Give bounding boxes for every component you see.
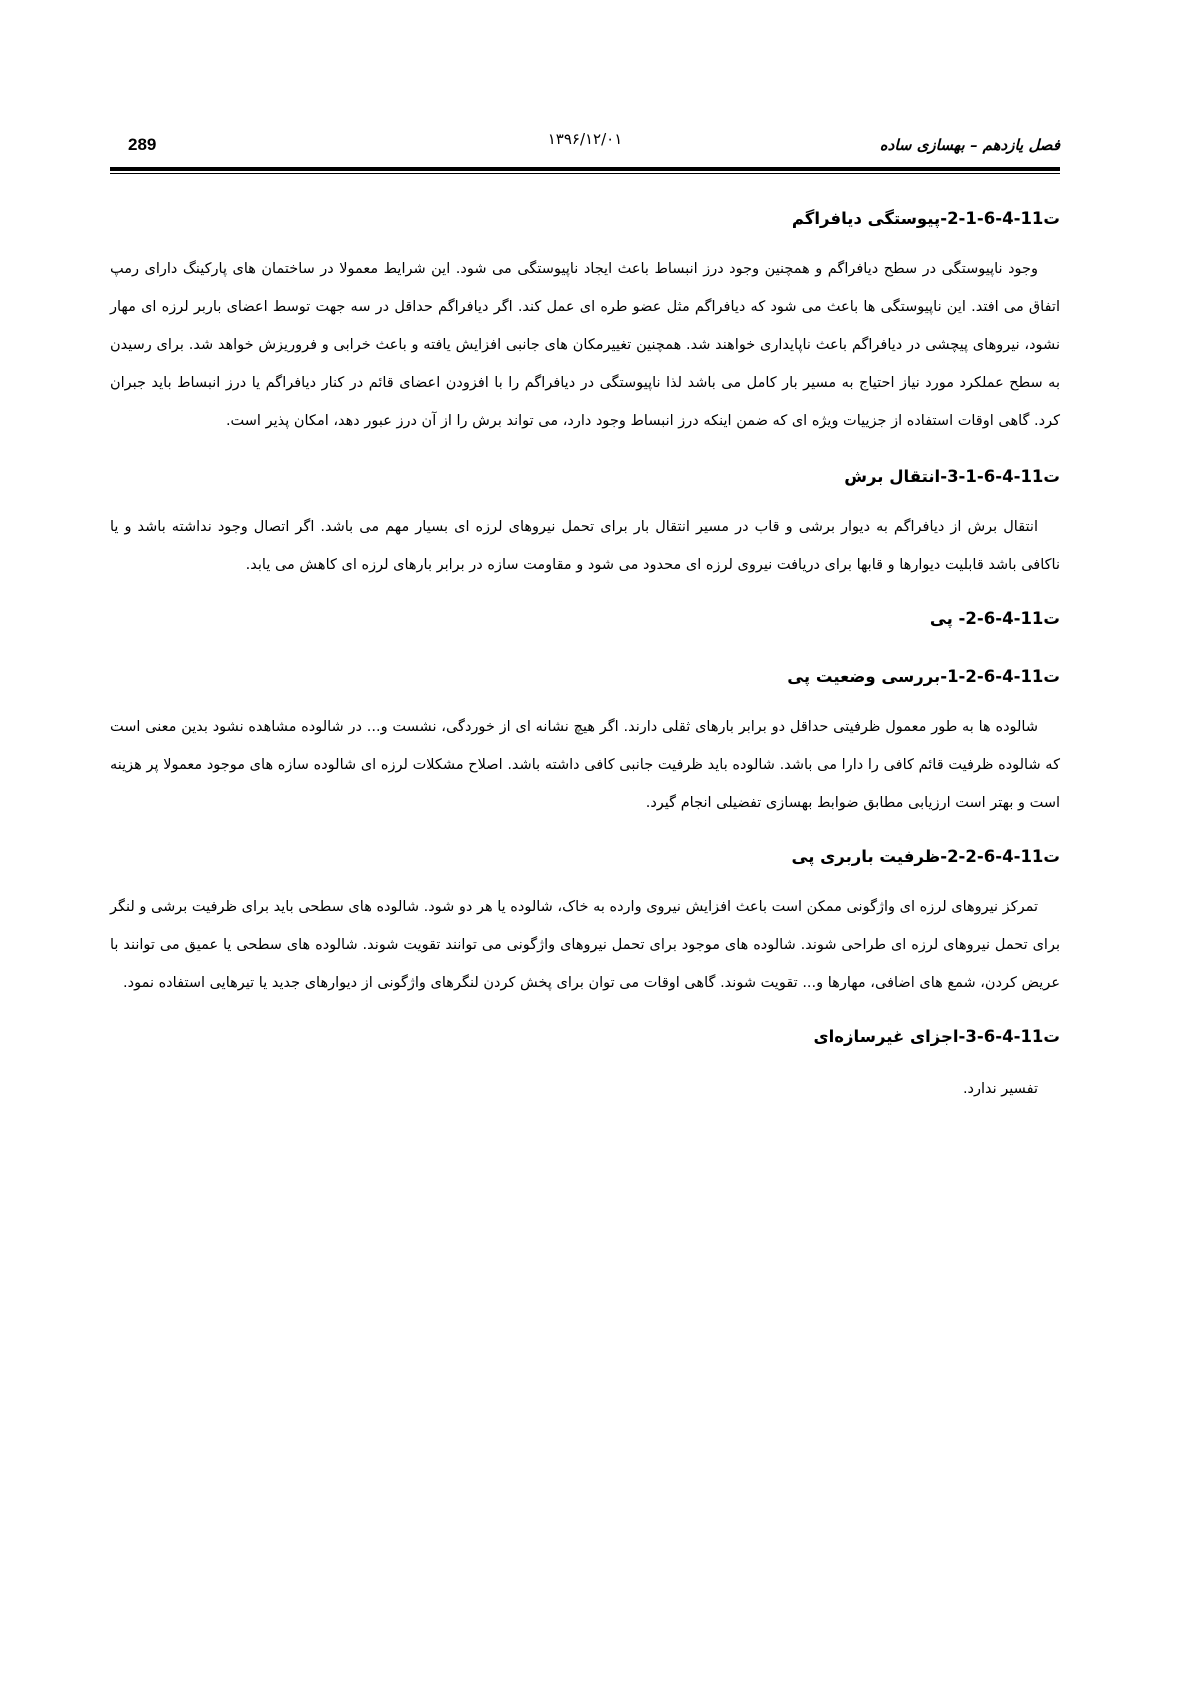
section-heading: ت11-4-6-2-1-بررسی وضعیت پی: [787, 667, 1060, 686]
section-paragraph: تفسیر ندارد.: [962, 1081, 1038, 1097]
section-heading: ت11-4-6-3-اجزای غیرسازه‌ای: [813, 1027, 1060, 1046]
section-heading: ت11-4-6-1-2-پیوستگی دیافراگم: [791, 209, 1060, 228]
section-heading: ت11-4-6-1-3-انتقال برش: [844, 467, 1060, 486]
header-date: ۱۳۹۶/۱۲/۰۱: [547, 130, 623, 148]
header-rule-thick: [110, 167, 1060, 171]
header-rule-thin: [110, 173, 1060, 174]
section-paragraph: شالوده ها به طور معمول ظرفیتی حداقل دو برابر بارهای ثقلی دارند. اگر هیچ نشانه ای از خوردگی، نشست و... در شالوده مشاهده نشود بدین معنی است که شالوده ظرفیت قائم کافی را دارا می باشد. شالوده باید ظرفیت جانبی کافی داشته باشد. اصلاح مشکلات لرزه ای شالوده سازه های موجود معمولا پر هزینه است و بهتر است ارزیابی مطابق ضوابط بهسازی تفضیلی انجام گیرد.: [110, 719, 1060, 811]
chapter-title: فصل یازدهم – بهسازی ساده: [879, 136, 1060, 154]
page-number: 289: [128, 135, 157, 154]
section-heading: ت11-4-6-2- پی: [929, 609, 1060, 628]
section-paragraph: انتقال برش از دیافراگم به دیوار برشی و قاب در مسیر انتقال بار برای تحمل نیروهای لرزه ای بسیار مهم می باشد. اگر اتصال وجود نداشته باشد و یا ناکافی باشد قابلیت دیوارها و قابها برای دریافت نیروی لرزه ای محدود می شود و مقاومت سازه در برابر بارهای لرزه ای کاهش می یابد.: [110, 519, 1060, 573]
section-paragraph: وجود ناپیوستگی در سطح دیافراگم و همچنین وجود درز انبساط باعث ایجاد ناپیوستگی می شود. این شرایط معمولا در ساختمان های پارکینگ دارای رمپ اتفاق می افتد. این ناپیوستگی ها باعث می شود که دیافراگم مثل عضو طره ای عمل کند. اگر دیافراگم حداقل در سه جهت توسط اعضای باربر لرزه ای مهار نشود، نیروهای پیچشی در دیافراگم باعث ناپایداری خواهند شد. همچنین تغییرمکان های جانبی افزایش یافته و باعث خرابی و فروریزش خواهد شد. برای رسیدن به سطح عملکرد مورد نیاز احتیاج به مسیر بار کامل می باشد لذا ناپیوستگی در دیافراگم را با افزودن اعضای قائم در کنار دیافراگم یا درز انبساط باید جبران کرد. گاهی اوقات استفاده از جزییات ویژه ای که ضمن اینکه درز انبساط وجود دارد، می تواند برش را از آن درز عبور دهد، امکان پذیر است.: [110, 261, 1060, 429]
page-content: [110, 190, 1060, 1108]
page-header: [110, 130, 1060, 166]
section-heading: ت11-4-6-2-2-ظرفیت باربری پی: [791, 847, 1060, 866]
section-paragraph: تمرکز نیروهای لرزه ای واژگونی ممکن است باعث افزایش نیروی وارده به خاک، شالوده یا هر دو شود. شالوده های سطحی باید برای ظرفیت برشی و لنگر برای تحمل نیروهای لرزه ای طراحی شوند. شالوده های موجود برای تحمل نیروهای واژگونی می توانند تقویت شوند. شالوده های سطحی یا عمیق می توانند با عریض کردن، شمع های اضافی، مهارها و... تقویت شوند. گاهی اوقات می توان برای پخش کردن لنگرهای واژگونی از دیوارهای جدید یا تیرهایی استفاده نمود.: [110, 899, 1060, 991]
